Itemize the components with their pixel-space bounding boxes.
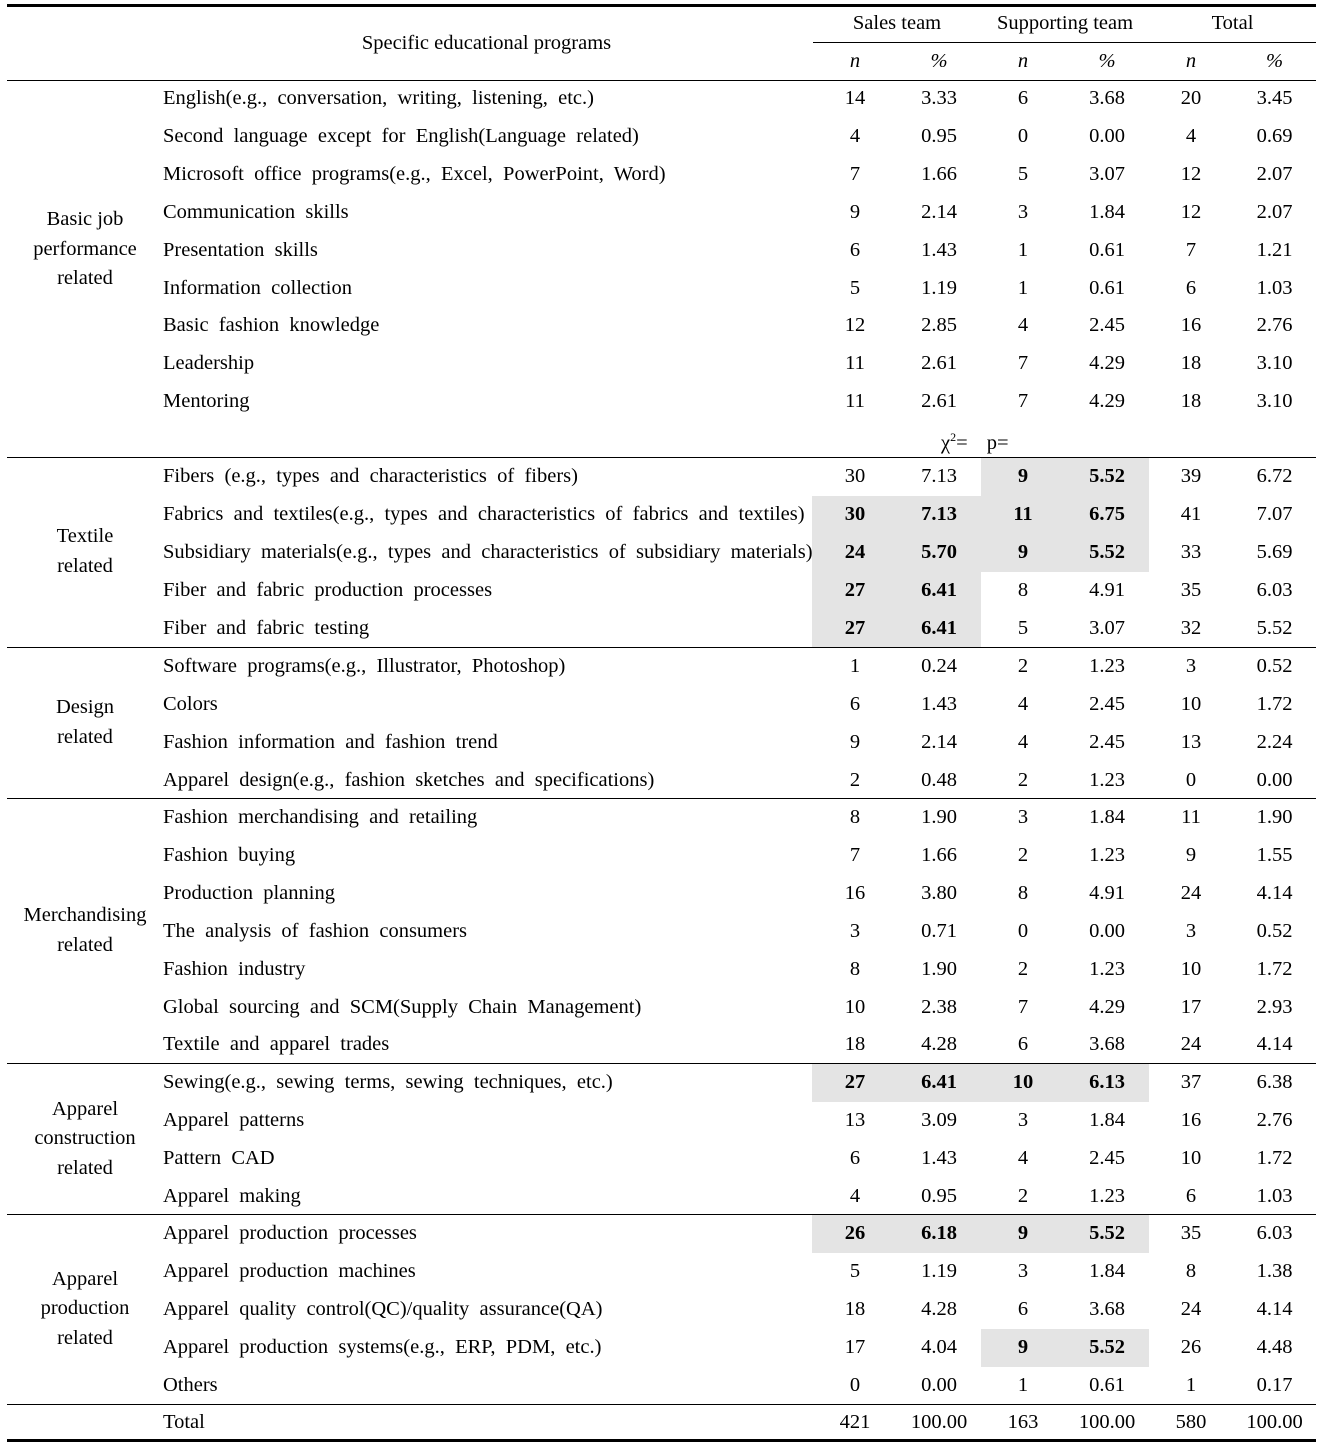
cell-s-p: 0.48: [921, 768, 957, 791]
cell-s-p: 2.14: [921, 730, 957, 753]
cell-s-n: 24: [844, 540, 866, 563]
cell-t-n: 26: [1180, 1335, 1202, 1358]
cell-t-p: 4.14: [1256, 881, 1293, 904]
cell-t-n: 12: [1180, 162, 1202, 185]
cell-s-p: 4.28: [921, 1297, 957, 1320]
program-name: Basic fashion knowledge: [163, 314, 380, 337]
group-divider: [7, 798, 1316, 799]
cell-t-p: 2.93: [1256, 995, 1293, 1018]
cell-s-n: 11: [845, 390, 865, 413]
cell-t-p: 1.03: [1256, 1184, 1293, 1207]
cell-t-p: 0.17: [1256, 1373, 1293, 1396]
cell-s-n: 18: [844, 1033, 866, 1056]
total-header: Total: [1211, 12, 1254, 34]
cell-s-p: 3.80: [921, 881, 957, 904]
cell-p-p: 1.23: [1089, 843, 1125, 866]
cell-t-p: 1.72: [1256, 957, 1293, 980]
cell-s-p: 6.41: [921, 1071, 957, 1093]
program-name: The analysis of fashion consumers: [163, 919, 468, 942]
program-name: Communication skills: [163, 200, 349, 223]
cell-p-n: 2: [1017, 957, 1029, 980]
cell-p-n: 7: [1017, 390, 1029, 413]
category-label: Textile related: [56, 525, 114, 577]
cell-p-n: 7: [1017, 995, 1029, 1018]
cell-t-p: 1.38: [1256, 1259, 1293, 1282]
program-name: Others: [163, 1373, 218, 1396]
sales-team-header: Sales team: [852, 12, 942, 34]
cell-p-n: 4: [1017, 692, 1029, 715]
cell-s-n: 6: [849, 692, 861, 715]
support-pct-header: %: [1098, 50, 1116, 72]
cell-s-p: 2.61: [921, 352, 957, 375]
cell-t-n: 3: [1185, 919, 1197, 942]
stat-line: [941, 431, 1009, 453]
total-cell-t-n: 580: [1175, 1411, 1207, 1433]
cell-s-n: 30: [844, 465, 866, 487]
cell-s-n: 6: [849, 238, 861, 261]
cell-s-n: 18: [844, 1297, 866, 1320]
cell-t-p: 2.76: [1256, 314, 1293, 337]
cell-s-n: 8: [849, 806, 861, 828]
cell-s-p: 1.90: [921, 806, 957, 828]
total-n-header: n: [1185, 50, 1197, 72]
cell-t-n: 35: [1180, 578, 1202, 601]
cell-s-n: 12: [844, 314, 866, 337]
cell-s-p: 1.90: [921, 957, 957, 980]
cell-s-n: 14: [844, 87, 866, 109]
cell-t-n: 16: [1180, 314, 1202, 337]
category-label: Apparel production related: [40, 1267, 130, 1349]
cell-p-p: 3.07: [1089, 616, 1125, 639]
cell-s-n: 8: [849, 957, 861, 980]
cell-t-p: 6.72: [1256, 465, 1293, 487]
cell-t-n: 41: [1180, 502, 1202, 525]
cell-t-n: 4: [1185, 124, 1197, 147]
cell-s-p: 0.00: [921, 1373, 957, 1396]
cell-p-n: 6: [1017, 87, 1029, 109]
cell-p-p: 2.45: [1089, 1146, 1125, 1169]
cell-t-n: 16: [1180, 1108, 1202, 1131]
program-name: Second language except for English(Language related): [163, 124, 639, 147]
total-cell-s-p: 100.00: [910, 1411, 968, 1433]
total-pct-header: %: [1265, 50, 1284, 72]
cell-s-p: 1.66: [921, 843, 957, 866]
cell-p-p: 6.13: [1089, 1071, 1125, 1093]
cell-s-p: 3.33: [921, 87, 957, 109]
category-label: Basic job performance related: [33, 208, 137, 290]
cell-t-n: 6: [1185, 1184, 1197, 1207]
cell-s-n: 9: [849, 730, 861, 753]
cell-t-n: 32: [1180, 616, 1202, 639]
cell-p-n: 7: [1017, 352, 1029, 375]
cell-t-n: 24: [1180, 1033, 1202, 1056]
cell-s-n: 27: [844, 616, 866, 639]
program-name: Fabrics and textiles(e.g., types and characteristics of fabrics and textiles): [163, 502, 805, 525]
cell-t-n: 13: [1180, 730, 1202, 753]
cell-s-n: 4: [849, 1184, 861, 1207]
subheader-rule: [813, 42, 1316, 43]
cell-t-p: 2.24: [1256, 730, 1293, 753]
cell-t-n: 37: [1180, 1071, 1202, 1093]
cell-p-n: 9: [1017, 465, 1029, 487]
cell-t-p: 2.76: [1256, 1108, 1293, 1131]
cell-p-p: 4.29: [1089, 390, 1125, 413]
cell-p-n: 1: [1017, 1373, 1029, 1396]
cell-s-n: 9: [849, 200, 861, 223]
cell-s-n: 17: [844, 1335, 866, 1358]
program-name: Presentation skills: [163, 238, 318, 261]
cell-p-n: 11: [1013, 502, 1033, 525]
category-label: Merchandising related: [23, 904, 147, 956]
cell-p-n: 4: [1017, 1146, 1029, 1169]
cell-t-p: 5.52: [1256, 616, 1293, 639]
sales-n-header: n: [849, 50, 861, 72]
cell-t-p: 4.14: [1256, 1033, 1293, 1056]
program-name: Apparel production machines: [163, 1259, 416, 1282]
cell-t-n: 12: [1180, 200, 1202, 223]
cell-t-p: 4.14: [1256, 1297, 1293, 1320]
program-name: Mentoring: [163, 390, 250, 413]
cell-p-p: 4.91: [1089, 881, 1125, 904]
cell-t-n: 39: [1180, 465, 1202, 487]
program-name: Apparel quality control(QC)/quality assurance(QA): [163, 1297, 603, 1320]
cell-p-p: 1.23: [1089, 768, 1125, 791]
cell-p-n: 9: [1017, 1222, 1029, 1244]
cell-p-p: 2.45: [1089, 314, 1125, 337]
cell-p-p: 1.23: [1089, 1184, 1125, 1207]
cell-s-p: 5.70: [921, 540, 957, 563]
cell-t-n: 8: [1185, 1259, 1197, 1282]
cell-t-n: 24: [1180, 881, 1202, 904]
cell-s-p: 0.71: [921, 919, 957, 942]
cell-s-p: 7.13: [921, 502, 957, 525]
cell-p-p: 1.23: [1089, 957, 1125, 980]
cell-s-n: 5: [849, 276, 861, 299]
cell-t-p: 1.03: [1256, 276, 1293, 299]
cell-s-p: 1.43: [921, 238, 957, 261]
cell-t-n: 35: [1180, 1222, 1202, 1244]
cell-t-n: 7: [1185, 238, 1197, 261]
cell-s-p: 4.04: [921, 1335, 957, 1358]
cell-p-n: 6: [1017, 1033, 1029, 1056]
cell-t-p: 6.03: [1256, 578, 1293, 601]
cell-t-p: 4.48: [1256, 1335, 1293, 1358]
cell-t-p: 7.07: [1256, 502, 1293, 525]
program-name: Textile and apparel trades: [163, 1033, 390, 1056]
cell-t-n: 18: [1180, 352, 1202, 375]
cell-s-n: 27: [844, 578, 866, 601]
cell-s-p: 0.95: [921, 1184, 957, 1207]
cell-p-p: 5.52: [1089, 1335, 1125, 1358]
category-label: Apparel construction related: [34, 1097, 136, 1179]
cell-t-n: 6: [1185, 276, 1197, 299]
program-name: Pattern CAD: [163, 1146, 275, 1169]
cell-t-p: 3.10: [1256, 352, 1293, 375]
cell-t-n: 9: [1185, 843, 1197, 866]
cell-t-n: 24: [1180, 1297, 1202, 1320]
cell-p-p: 2.45: [1089, 692, 1125, 715]
bottom-rule: [7, 1439, 1316, 1442]
cell-t-n: 10: [1180, 692, 1202, 715]
program-name: Fashion merchandising and retailing: [163, 806, 478, 828]
cell-t-p: 0.00: [1256, 768, 1293, 791]
cell-p-p: 0.61: [1089, 276, 1125, 299]
cell-p-p: 5.52: [1089, 465, 1125, 487]
cell-p-p: 1.84: [1089, 1108, 1125, 1131]
program-name: Apparel making: [163, 1184, 301, 1207]
cell-t-p: 3.10: [1256, 390, 1293, 413]
category-label: Design related: [55, 696, 115, 748]
cell-s-n: 2: [849, 768, 861, 791]
total-divider: [7, 1404, 1316, 1405]
cell-p-n: 10: [1012, 1071, 1034, 1093]
cell-p-p: 4.91: [1089, 578, 1125, 601]
cell-p-n: 1: [1017, 276, 1029, 299]
cell-t-p: 1.90: [1256, 806, 1293, 828]
total-row-label: Total: [163, 1411, 205, 1433]
cell-t-n: 0: [1185, 768, 1197, 791]
cell-p-p: 3.68: [1089, 1033, 1125, 1056]
cell-t-n: 3: [1185, 655, 1197, 677]
cell-p-p: 3.68: [1089, 1297, 1125, 1320]
cell-t-n: 20: [1180, 87, 1202, 109]
cell-s-p: 2.61: [921, 390, 957, 413]
cell-p-n: 8: [1017, 578, 1029, 601]
cell-t-n: 11: [1181, 806, 1201, 828]
cell-p-p: 0.00: [1089, 124, 1125, 147]
cell-p-n: 9: [1017, 540, 1029, 563]
program-name: Fiber and fabric production processes: [163, 578, 493, 601]
program-name: Sewing(e.g., sewing terms, sewing techniques, etc.): [163, 1071, 613, 1093]
cell-t-p: 3.45: [1256, 87, 1293, 109]
cell-t-n: 33: [1180, 540, 1202, 563]
cell-t-n: 10: [1180, 1146, 1202, 1169]
cell-p-p: 5.52: [1089, 1222, 1125, 1244]
program-name: Apparel design(e.g., fashion sketches and specifications): [163, 768, 655, 791]
total-cell-p-p: 100.00: [1078, 1411, 1136, 1433]
cell-p-n: 3: [1017, 806, 1029, 828]
cell-p-p: 3.68: [1089, 87, 1125, 109]
program-name: Apparel production processes: [163, 1222, 417, 1244]
program-name: Fashion industry: [163, 957, 306, 980]
cell-t-n: 18: [1180, 390, 1202, 413]
total-cell-t-p: 100.00: [1246, 1411, 1303, 1433]
program-name: Fiber and fabric testing: [163, 616, 370, 639]
cell-s-p: 6.41: [921, 616, 957, 639]
program-name: Information collection: [163, 276, 352, 299]
program-name: Software programs(e.g., Illustrator, Photoshop): [163, 655, 566, 677]
cell-s-n: 11: [845, 352, 865, 375]
program-name: Fashion buying: [163, 843, 296, 866]
program-name: Apparel production systems(e.g., ERP, PDM, etc.): [163, 1335, 602, 1358]
support-n-header: n: [1017, 50, 1029, 72]
cell-p-p: 1.84: [1089, 806, 1125, 828]
cell-p-n: 3: [1017, 1108, 1029, 1131]
cell-p-n: 2: [1017, 655, 1029, 677]
cell-s-p: 0.95: [921, 124, 957, 147]
program-name: Global sourcing and SCM(Supply Chain Management): [163, 995, 642, 1018]
cell-t-n: 1: [1185, 1373, 1197, 1396]
cell-t-p: 1.72: [1256, 1146, 1293, 1169]
cell-p-p: 1.23: [1089, 655, 1125, 677]
cell-t-p: 0.69: [1256, 124, 1293, 147]
program-name: Production planning: [163, 881, 335, 904]
cell-p-p: 4.29: [1089, 995, 1125, 1018]
cell-s-n: 13: [844, 1108, 866, 1131]
program-name: Apparel patterns: [163, 1108, 305, 1131]
cell-p-n: 0: [1017, 124, 1029, 147]
cell-s-p: 4.28: [921, 1033, 957, 1056]
supporting-team-header: Supporting team: [996, 12, 1134, 34]
total-cell-p-n: 163: [1007, 1411, 1039, 1433]
cell-p-n: 8: [1017, 881, 1029, 904]
cell-s-p: 2.14: [921, 200, 957, 223]
sales-pct-header: %: [930, 50, 948, 72]
cell-p-p: 0.61: [1089, 1373, 1125, 1396]
cell-t-p: 6.38: [1256, 1071, 1293, 1093]
p-value-label: p=: [986, 431, 1009, 454]
cell-t-n: 17: [1180, 995, 1202, 1018]
cell-p-n: 1: [1017, 238, 1029, 261]
cell-t-p: 6.03: [1256, 1222, 1293, 1244]
cell-p-n: 2: [1017, 843, 1029, 866]
total-cell-s-n: 421: [839, 1411, 871, 1433]
cell-s-n: 7: [849, 162, 861, 185]
cell-t-p: 1.72: [1256, 692, 1293, 715]
cell-t-p: 1.21: [1256, 238, 1293, 261]
cell-p-p: 1.84: [1089, 1259, 1125, 1282]
cell-s-n: 6: [849, 1146, 861, 1169]
program-name: Microsoft office programs(e.g., Excel, PowerPoint, Word): [163, 162, 666, 185]
cell-s-p: 0.24: [921, 655, 957, 677]
cell-t-p: 2.07: [1256, 200, 1293, 223]
cell-s-p: 6.18: [921, 1222, 957, 1244]
cell-s-p: 3.09: [921, 1108, 957, 1131]
cell-s-n: 5: [849, 1259, 861, 1282]
program-name: Subsidiary materials(e.g., types and characteristics of subsidiary materials): [163, 540, 813, 563]
chi-superscript: 2: [950, 430, 957, 444]
cell-t-p: 5.69: [1256, 540, 1293, 563]
program-name: Leadership: [163, 352, 255, 375]
cell-s-p: 7.13: [921, 465, 957, 487]
cell-t-p: 1.55: [1256, 843, 1293, 866]
top-rule: [7, 4, 1316, 7]
cell-p-p: 0.61: [1089, 238, 1125, 261]
cell-s-p: 2.85: [921, 314, 957, 337]
cell-p-n: 2: [1017, 1184, 1029, 1207]
program-name: Colors: [163, 692, 218, 715]
cell-s-n: 10: [844, 995, 866, 1018]
chi-equals: =: [956, 431, 968, 454]
cell-s-n: 7: [849, 843, 861, 866]
programs-header: Specific educational programs: [361, 32, 612, 54]
cell-s-p: 1.43: [921, 1146, 957, 1169]
cell-s-n: 1: [849, 655, 861, 677]
program-name: Fibers (e.g., types and characteristics of fibers): [163, 465, 578, 487]
cell-s-p: 1.19: [921, 276, 957, 299]
cell-p-n: 9: [1017, 1335, 1029, 1358]
header-rule: [7, 80, 1316, 81]
cell-t-n: 10: [1180, 957, 1202, 980]
cell-p-n: 4: [1017, 730, 1029, 753]
cell-p-p: 2.45: [1089, 730, 1125, 753]
cell-p-n: 5: [1017, 616, 1029, 639]
cell-p-n: 3: [1017, 1259, 1029, 1282]
cell-s-n: 0: [849, 1373, 861, 1396]
cell-p-n: 2: [1017, 768, 1029, 791]
group-divider: [7, 647, 1316, 648]
cell-s-n: 27: [844, 1071, 866, 1093]
cell-p-n: 4: [1017, 314, 1029, 337]
cell-s-p: 1.66: [921, 162, 957, 185]
cell-s-n: 26: [844, 1222, 866, 1244]
cell-s-p: 1.43: [921, 692, 957, 715]
cell-t-p: 0.52: [1256, 655, 1293, 677]
cell-p-n: 0: [1017, 919, 1029, 942]
cell-s-p: 1.19: [921, 1259, 957, 1282]
cell-p-n: 6: [1017, 1297, 1029, 1320]
program-name: Fashion information and fashion trend: [163, 730, 498, 753]
cell-s-n: 16: [844, 881, 866, 904]
program-name: English(e.g., conversation, writing, listening, etc.): [163, 87, 594, 109]
cell-p-p: 4.29: [1089, 352, 1125, 375]
cell-s-n: 4: [849, 124, 861, 147]
cell-p-p: 1.84: [1089, 200, 1125, 223]
cell-s-n: 30: [844, 502, 866, 525]
cell-p-p: 3.07: [1089, 162, 1125, 185]
cell-p-p: 5.52: [1089, 540, 1125, 563]
cell-t-p: 2.07: [1256, 162, 1293, 185]
cell-p-p: 0.00: [1089, 919, 1125, 942]
cell-p-p: 6.75: [1089, 502, 1125, 525]
cell-s-p: 6.41: [921, 578, 957, 601]
cell-t-p: 0.52: [1256, 919, 1293, 942]
chi-symbol: χ: [941, 431, 951, 454]
cell-p-n: 3: [1017, 200, 1029, 223]
cell-s-n: 3: [849, 919, 861, 942]
cell-s-p: 2.38: [921, 995, 957, 1018]
cell-p-n: 5: [1017, 162, 1029, 185]
